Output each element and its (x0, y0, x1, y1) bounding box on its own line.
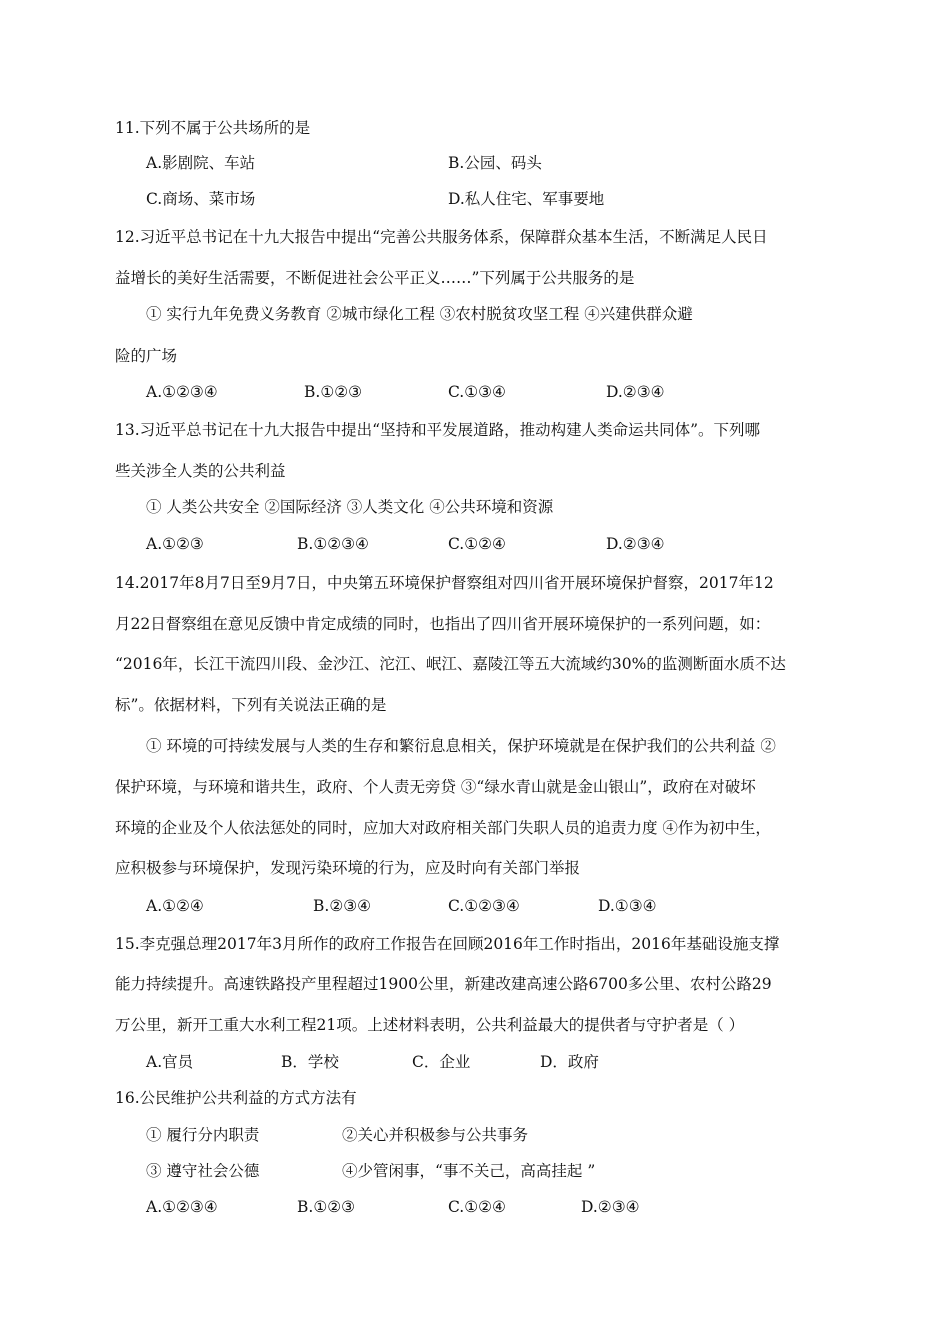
q14-stem-line4: 标”。依据材料，下列有关说法正确的是 (115, 696, 387, 714)
q15-options (0, 1052, 950, 1072)
q13-option-d: D.②③④ (606, 535, 665, 553)
q13-option-c: C.①②④ (448, 535, 506, 553)
q15-option-c: C．企业 (412, 1053, 471, 1071)
q16-item-3: ③ 遵守社会公德 (146, 1162, 260, 1180)
q14-items-line1: ① 环境的可持续发展与人类的生存和繁衍息息相关，保护环境就是在保护我们的公共利益 ② (146, 737, 776, 755)
q16-item-4: ④少管闲事，“事不关己，高高挂起 ” (342, 1162, 596, 1180)
q15-option-d: D．政府 (540, 1053, 599, 1071)
q12-option-c: C.①③④ (448, 383, 506, 401)
q15-stem-line3: 万公里，新开工重大水利工程21项。上述材料表明，公共利益最大的提供者与守护者是（ ） (115, 1016, 745, 1034)
q14-option-c: C.①②③④ (448, 897, 520, 915)
q11-option-a: A.影剧院、车站 (146, 154, 256, 172)
q12-option-a: A.①②③④ (146, 383, 218, 401)
q12-items-line2: 险的广场 (115, 347, 178, 365)
q11-option-d: D.私人住宅、军事要地 (448, 190, 605, 208)
q13-option-b: B.①②③④ (297, 535, 369, 553)
q16-items-row1 (0, 1125, 950, 1145)
q16-option-a: A.①②③④ (146, 1198, 218, 1216)
q14-option-a: A.①②④ (146, 897, 204, 915)
q12-stem-line1: 12.习近平总书记在十九大报告中提出“完善公共服务体系，保障群众基本生活，不断满足人民日 (115, 228, 768, 246)
q15-option-b: B．学校 (281, 1053, 339, 1071)
q15-option-a: A.官员 (146, 1053, 194, 1071)
q14-items-line4: 应积极参与环境保护，发现污染环境的行为，应及时向有关部门举报 (115, 859, 581, 877)
q16-items-row2 (0, 1161, 950, 1181)
q16-option-d: D.②③④ (581, 1198, 640, 1216)
q13-stem-line1: 13.习近平总书记在十九大报告中提出“坚持和平发展道路，推动构建人类命运共同体”。下列哪 (115, 421, 761, 439)
q11-option-b: B.公园、码头 (448, 154, 542, 172)
q14-stem-line3: “2016年，长江干流四川段、金沙江、沱江、岷江、嘉陵江等五大流域约30%的监测断面水质不达 (115, 655, 786, 673)
q16-stem: 16.公民维护公共利益的方式方法有 (115, 1089, 357, 1107)
q12-options (0, 382, 950, 402)
q12-stem-line2: 益增长的美好生活需要，不断促进社会公平正义……”下列属于公共服务的是 (115, 269, 635, 287)
q14-items-line3: 环境的企业及个人依法惩处的同时，应加大对政府相关部门失职人员的追责力度 ④作为初中生， (115, 819, 771, 837)
q16-option-c: C.①②④ (448, 1198, 506, 1216)
q15-stem-line2: 能力持续提升。高速铁路投产里程超过1900公里，新建改建高速公路6700多公里、农村公路29 (115, 975, 772, 993)
q12-option-b: B.①②③ (304, 383, 363, 401)
q14-stem-line2: 月22日督察组在意见反馈中肯定成绩的同时，也指出了四川省开展环境保护的一系列问题，如： (115, 615, 771, 633)
q16-option-b: B.①②③ (297, 1198, 356, 1216)
q16-item-1: ① 履行分内职责 (146, 1126, 260, 1144)
q14-option-b: B.②③④ (313, 897, 372, 915)
q12-items-line1: ① 实行九年免费义务教育 ②城市绿化工程 ③农村脱贫攻坚工程 ④兴建供群众避 (146, 305, 693, 323)
q14-option-d: D.①③④ (598, 897, 657, 915)
q11-options-row1 (0, 153, 950, 173)
q13-option-a: A.①②③ (146, 535, 204, 553)
q11-options-row2 (0, 189, 950, 209)
q14-stem-line1: 14.2017年8月7日至9月7日，中央第五环境保护督察组对四川省开展环境保护督察，2017年12 (115, 574, 774, 592)
q16-options (0, 1197, 950, 1217)
q14-items-line2: 保护环境，与环境和谐共生，政府、个人责无旁贷 ③“绿水青山就是金山银山”，政府在对破坏 (115, 778, 756, 796)
q12-option-d: D.②③④ (606, 383, 665, 401)
q16-item-2: ②关心并积极参与公共事务 (342, 1126, 529, 1144)
q11-option-c: C.商场、菜市场 (146, 190, 256, 208)
q13-options (0, 534, 950, 554)
q11-stem: 11.下列不属于公共场所的是 (115, 119, 311, 137)
q13-items: ① 人类公共安全 ②国际经济 ③人类文化 ④公共环境和资源 (146, 498, 554, 516)
q15-stem-line1: 15.李克强总理2017年3月所作的政府工作报告在回顾2016年工作时指出，2016年基础设施支撑 (115, 935, 780, 953)
q14-options (0, 896, 950, 916)
q13-stem-line2: 些关涉全人类的公共利益 (115, 462, 286, 480)
